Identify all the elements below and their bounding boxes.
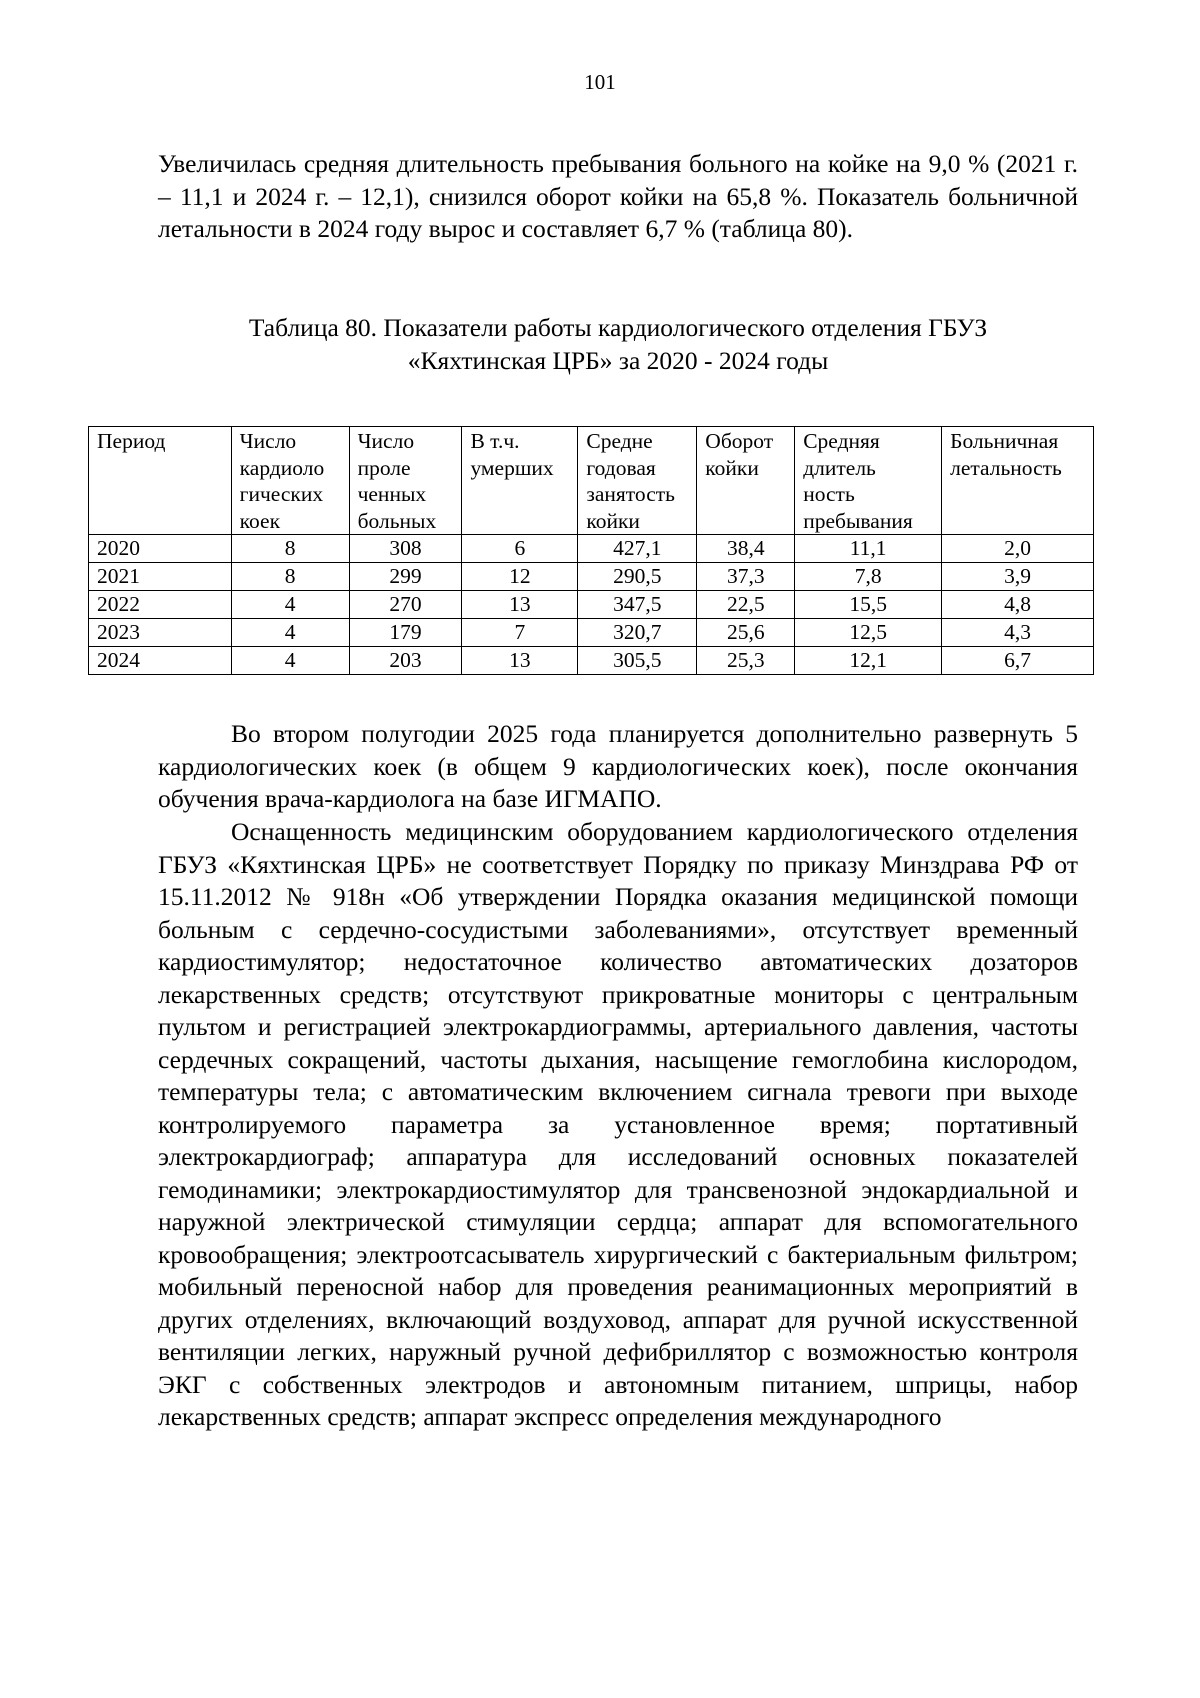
table-cell: 8 [231,535,349,563]
table-cell: 13 [462,591,578,619]
table-cell: 11,1 [795,535,942,563]
table-cell: 427,1 [578,535,697,563]
table-cell: 347,5 [578,591,697,619]
table-cell: 308 [349,535,462,563]
table-cell: 203 [349,647,462,675]
header-period: Период [89,427,232,535]
table-cell: 299 [349,563,462,591]
table-cell: 2023 [89,619,232,647]
cardiology-stats-table [88,426,1094,675]
table-cell: 2022 [89,591,232,619]
table-cell: 3,9 [942,563,1094,591]
header-bed-occupancy: Средне годовая занятость койки [578,427,697,535]
table-cell: 6 [462,535,578,563]
table-cell: 4,3 [942,619,1094,647]
header-mortality: Больничная летальность [942,427,1094,535]
table-cell: 7 [462,619,578,647]
table-row [89,563,1094,591]
page-number: 101 [584,70,616,94]
paragraph-equipment: Оснащенность медицинским оборудованием кардиологического отделения ГБУЗ «Кяхтинская ЦРБ» не соответствует Порядку по приказу Минздрава РФ от 15.11.2012 № 918н «Об утверждении Порядка оказания медицинской помощи больным с сердечно-сосудистыми заболеваниями», отсутствует временный кардиостимулятор; недостаточное количество автоматических дозаторов лекарственных средств; отсутствуют прикроватные мониторы с центральным пультом и регистрацией электрокардиограммы, артериального давления, частоты сердечных сокращений, частоты дыхания, насыщение гемоглобина кислородом, температуры тела; с автоматическим включением сигнала тревоги при выходе контролируемого параметра за установленное время; портативный электрокардиограф; аппаратура для исследований основных показателей гемодинамики; электрокардиостимулятор для трансвенозной эндокардиальной и наружной электрической стимуляции сердца; аппарат для вспомогательного кровообращения; электроотсасыватель хирургический с бактериальным фильтром; мобильный переносной набор для проведения реанимационных мероприятий в других отделениях, включающий воздуховод, аппарат для ручной искусственной вентиляции легких, наружный ручной дефибриллятор с возможностью контроля ЭКГ с собственных электродов и автономным питанием, шприцы, набор лекарственных средств; аппарат экспресс определения международного [158,817,1078,1431]
table-cell: 4 [231,591,349,619]
table-row [89,591,1094,619]
table-cell: 2021 [89,563,232,591]
header-avg-stay: Средняя длитель ность пребывания [795,427,942,535]
table-cell: 290,5 [578,563,697,591]
table-cell: 12,5 [795,619,942,647]
table-cell: 15,5 [795,591,942,619]
table-cell: 12 [462,563,578,591]
paragraph-planning: Во втором полугодии 2025 года планируется дополнительно развернуть 5 кардиологических коек (в общем 9 кардиологических коек), после окончания обучения врача-кардиолога на базе ИГМАПО. [158,719,1078,813]
table-cell: 179 [349,619,462,647]
table-header-row [89,427,1094,535]
table-cell: 6,7 [942,647,1094,675]
table-caption [158,311,1078,377]
table-cell: 2020 [89,535,232,563]
table-caption-line-2: «Кяхтинская ЦРБ» за 2020 - 2024 годы [407,346,829,375]
table-cell: 2024 [89,647,232,675]
table-cell: 13 [462,647,578,675]
table-row [89,535,1094,563]
table-cell: 305,5 [578,647,697,675]
table-cell: 4,8 [942,591,1094,619]
table-cell: 25,3 [697,647,795,675]
table-cell: 37,3 [697,563,795,591]
table-caption-line-1: Таблица 80. Показатели работы кардиологического отделения ГБУЗ [248,313,988,342]
table-cell: 270 [349,591,462,619]
header-deceased: В т.ч. умерших [462,427,578,535]
table-cell: 320,7 [578,619,697,647]
header-bed-turnover: Оборот койки [697,427,795,535]
table-cell: 4 [231,619,349,647]
table-cell: 12,1 [795,647,942,675]
header-treated-patients: Число проле ченных больных [349,427,462,535]
table-cell: 2,0 [942,535,1094,563]
table-cell: 22,5 [697,591,795,619]
intro-paragraph: Увеличилась средняя длительность пребывания больного на койке на 9,0 % (2021 г. – 11,1 и 2024 г. – 12,1), снизился оборот койки на 65,8 %. Показатель больничной летальности в 2024 году вырос и составляет 6,7 % (таблица 80). [158,149,1078,243]
table-cell: 38,4 [697,535,795,563]
table-row [89,619,1094,647]
table-cell: 25,6 [697,619,795,647]
table-cell: 7,8 [795,563,942,591]
header-beds: Число кардиоло гических коек [231,427,349,535]
table-cell: 4 [231,647,349,675]
table-cell: 8 [231,563,349,591]
table-row [89,647,1094,675]
